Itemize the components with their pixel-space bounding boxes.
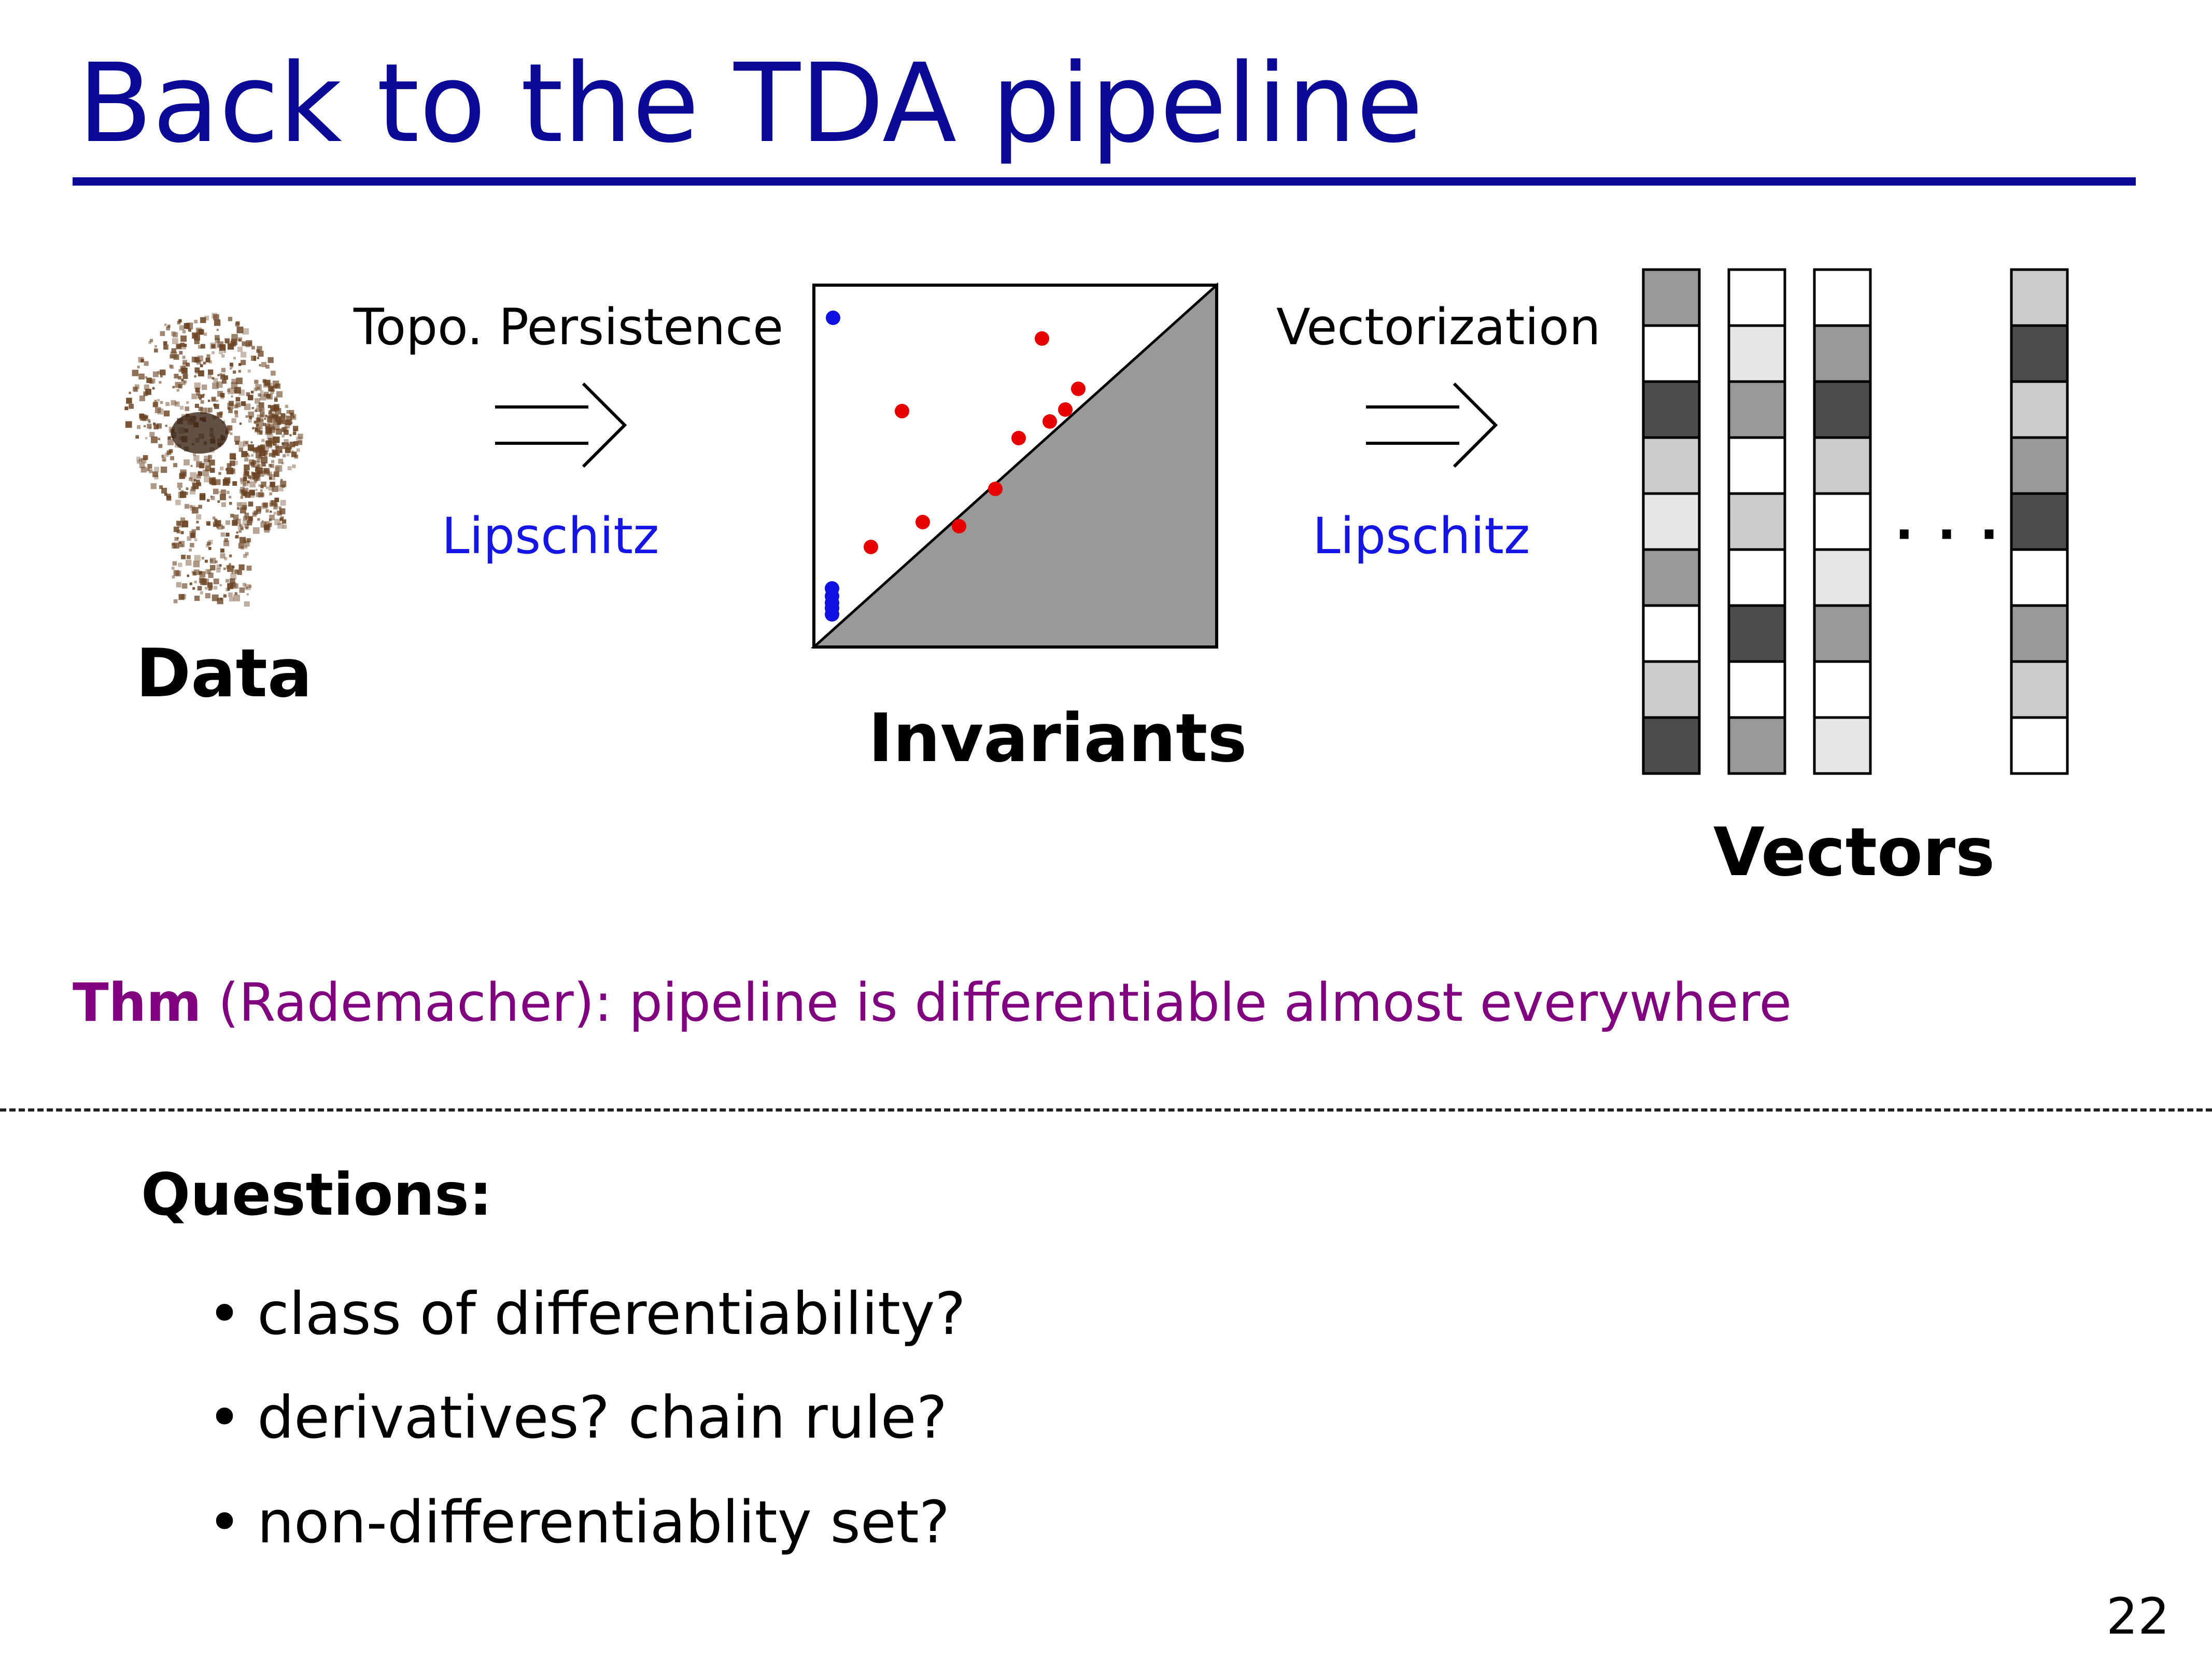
vector-cell — [1643, 438, 1699, 494]
question-text: derivatives? chain rule? — [257, 1384, 948, 1452]
vector-cell — [1814, 382, 1870, 438]
vector-cell — [2011, 326, 2067, 382]
bullet-icon: • — [207, 1281, 242, 1348]
vector-cell — [1729, 270, 1785, 326]
vector-cell — [1643, 270, 1699, 326]
vector-cell — [2011, 270, 2067, 326]
lipschitz-label-2: Lipschitz — [1313, 507, 1530, 565]
lipschitz-label-1: Lipschitz — [442, 507, 659, 565]
vector-cell — [1643, 382, 1699, 438]
vector-cell — [1643, 326, 1699, 382]
persistence-point-red — [1011, 431, 1026, 445]
data-label: Data — [136, 635, 313, 712]
question-item — [207, 1384, 947, 1452]
vector-cell — [1814, 606, 1870, 662]
section-divider — [0, 1108, 2212, 1112]
vector-cell — [2011, 718, 2067, 774]
persistence-point-red — [1035, 331, 1049, 346]
persistence-point-red — [1058, 402, 1073, 417]
vector-cell — [1729, 550, 1785, 606]
theorem-text: (Rademacher): pipeline is differentiable almost everywhere — [218, 972, 1792, 1034]
vectorization-label: Vectorization — [1276, 298, 1601, 356]
vector-cell — [1814, 550, 1870, 606]
vector-cell — [1729, 718, 1785, 774]
bullet-icon: • — [207, 1384, 242, 1452]
vector-cell — [1729, 326, 1785, 382]
persistence-point-blue — [826, 311, 840, 325]
vector-cell — [2011, 606, 2067, 662]
question-text: class of differentiability? — [257, 1281, 966, 1348]
persistence-diagram — [811, 283, 1221, 651]
vector-cell — [1729, 606, 1785, 662]
vector-cell — [1814, 494, 1870, 550]
vector-cell — [2011, 550, 2067, 606]
vector-cell — [2011, 662, 2067, 718]
persistence-point-blue — [825, 607, 839, 622]
persistence-point-red — [1042, 414, 1057, 429]
vector-columns — [1638, 267, 2079, 785]
vector-cell — [1729, 438, 1785, 494]
question-item — [207, 1281, 966, 1348]
vector-cell — [1814, 326, 1870, 382]
persistence-point-red — [895, 404, 909, 418]
page-number: 22 — [2106, 1587, 2170, 1646]
persistence-point-red — [952, 519, 966, 533]
vector-cell — [1729, 382, 1785, 438]
vector-cell — [1643, 494, 1699, 550]
persistence-point-red — [1071, 382, 1086, 396]
theorem-statement — [73, 972, 1792, 1034]
question-item — [207, 1489, 950, 1556]
topo-persistence-label: Topo. Persistence — [354, 298, 784, 356]
vector-cell — [2011, 382, 2067, 438]
persistence-point-red — [864, 540, 878, 554]
vector-cell — [1814, 270, 1870, 326]
theorem-keyword: Thm — [73, 972, 202, 1034]
head-point-cloud-image — [93, 290, 337, 607]
persistence-point-red — [988, 482, 1003, 496]
vector-cell — [1643, 606, 1699, 662]
diagonal-region — [814, 285, 1217, 647]
vector-cell — [1643, 662, 1699, 718]
ellipsis: · · · — [1895, 505, 2002, 564]
vector-cell — [1814, 662, 1870, 718]
vector-cell — [2011, 494, 2067, 550]
question-text: non-differentiablity set? — [257, 1489, 950, 1556]
vector-cell — [1729, 494, 1785, 550]
vector-cell — [1814, 718, 1870, 774]
title-underline — [73, 177, 2136, 186]
bullet-icon: • — [207, 1489, 242, 1556]
persistence-point-red — [915, 515, 930, 529]
implies-arrow-icon — [492, 378, 632, 472]
implies-arrow-icon-2 — [1363, 378, 1503, 472]
vector-cell — [2011, 438, 2067, 494]
vector-cell — [1643, 550, 1699, 606]
vector-cell — [1729, 662, 1785, 718]
vectors-label: Vectors — [1713, 814, 1995, 891]
slide-title: Back to the TDA pipeline — [78, 40, 1424, 167]
questions-heading: Questions: — [141, 1161, 492, 1229]
vector-cell — [1814, 438, 1870, 494]
invariants-label: Invariants — [868, 700, 1247, 777]
vector-cell — [1643, 718, 1699, 774]
